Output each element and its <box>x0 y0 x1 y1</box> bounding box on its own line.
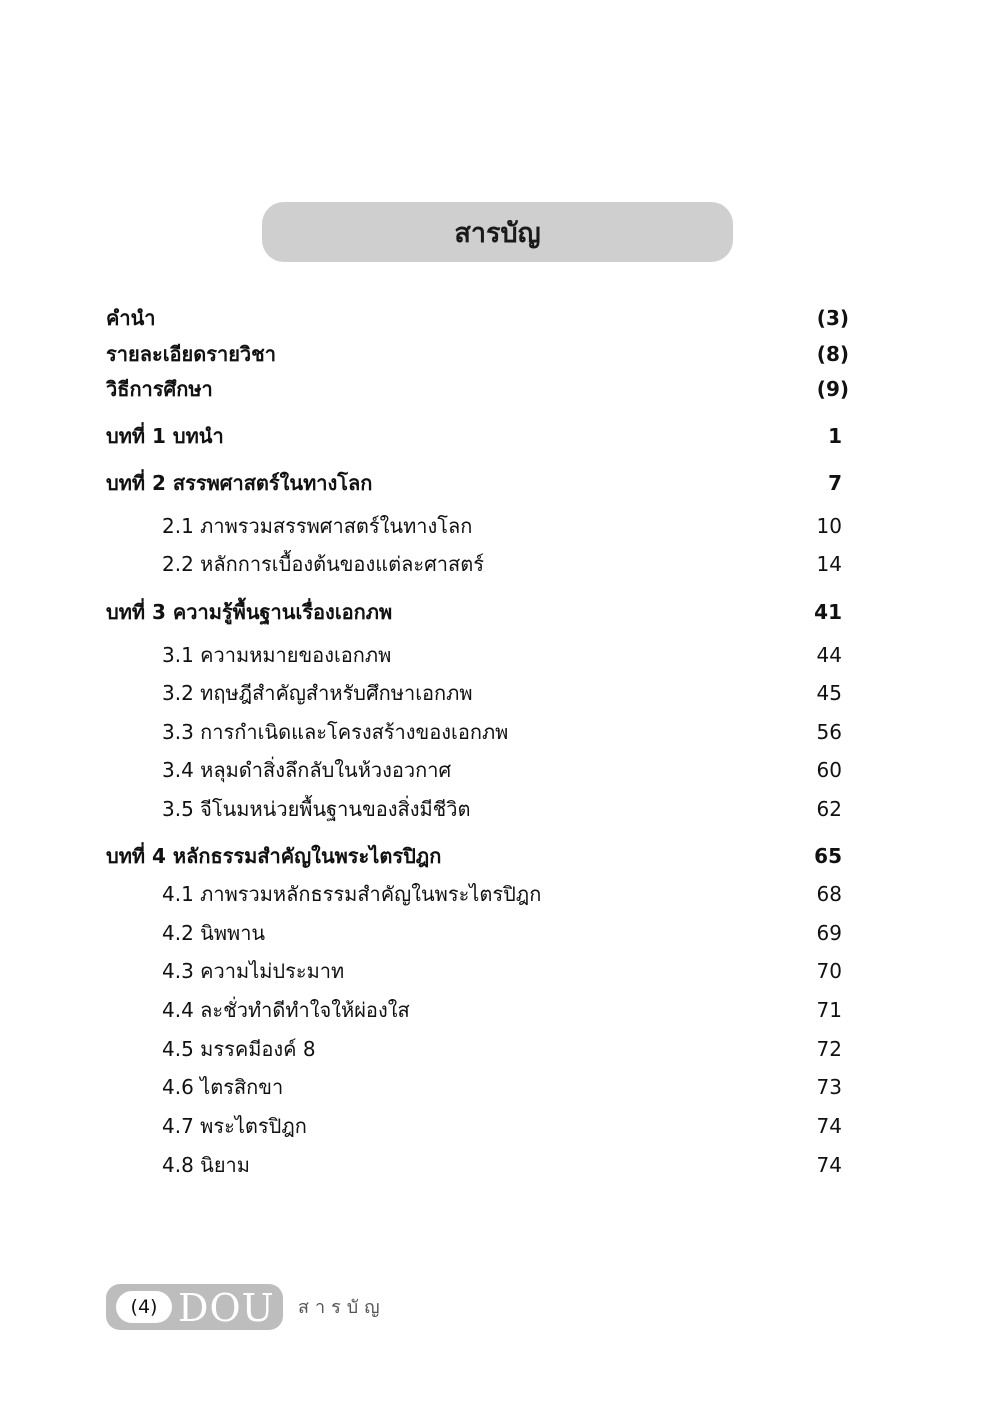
toc-chapter-3[interactable] <box>0 595 1000 629</box>
toc-entry-page: 60 <box>816 758 842 782</box>
toc-entry-label: รายละเอียดรายวิชา <box>106 342 276 366</box>
toc-entry-label: บทที่ 4 หลักธรรมสำคัญในพระไตรปิฎก <box>106 844 442 868</box>
dou-logo: DOU <box>178 1286 275 1330</box>
toc-chapter-1[interactable] <box>0 419 1000 453</box>
toc-entry-page: 1 <box>828 424 842 448</box>
toc-section-3-5[interactable] <box>0 792 1000 826</box>
toc-section-2-2[interactable] <box>0 547 1000 581</box>
toc-entry-label: 3.5 จีโนมหน่วยพื้นฐานของสิ่งมีชีวิต <box>162 797 471 821</box>
toc-section-2-1[interactable] <box>0 509 1000 543</box>
toc-section-4-3[interactable] <box>0 954 1000 988</box>
toc-entry-label: 4.8 นิยาม <box>162 1153 250 1177</box>
toc-entry-page: 69 <box>816 921 842 945</box>
toc-entry-label: 4.4 ละชั่วทำดีทำใจให้ผ่องใส <box>162 998 410 1022</box>
toc-entry-page: 7 <box>828 471 842 495</box>
toc-section-4-1[interactable] <box>0 877 1000 911</box>
toc-entry-page: 65 <box>814 844 842 868</box>
toc-entry-page: (9) <box>816 377 849 401</box>
toc-entry-label: 4.1 ภาพรวมหลักธรรมสำคัญในพระไตรปิฎก <box>162 882 542 906</box>
toc-entry-page: 72 <box>816 1037 842 1061</box>
toc-entry-study-method[interactable] <box>0 372 1000 406</box>
toc-title-box <box>262 202 733 262</box>
toc-entry-label: 3.3 การกำเนิดและโครงสร้างของเอกภพ <box>162 720 509 744</box>
toc-entry-page: 14 <box>816 552 842 576</box>
toc-entry-label: 4.5 มรรคมีองค์ 8 <box>162 1037 316 1061</box>
toc-entry-course-details[interactable] <box>0 337 1000 371</box>
toc-entry-label: บทที่ 2 สรรพศาสตร์ในทางโลก <box>106 471 373 495</box>
toc-entry-label: บทที่ 1 บทนำ <box>106 424 224 448</box>
footer-section-label: สารบัญ <box>298 1297 386 1318</box>
toc-entry-page: 71 <box>816 998 842 1022</box>
toc-entry-label: 3.2 ทฤษฎีสำคัญสำหรับศึกษาเอกภพ <box>162 681 473 705</box>
toc-entry-page: 10 <box>816 514 842 538</box>
toc-section-4-8[interactable] <box>0 1148 1000 1182</box>
toc-entry-page: 41 <box>814 600 842 624</box>
toc-entry-label: 4.3 ความไม่ประมาท <box>162 959 345 983</box>
toc-entry-page: 74 <box>816 1114 842 1138</box>
toc-entry-label: 2.1 ภาพรวมสรรพศาสตร์ในทางโลก <box>162 514 473 538</box>
toc-entry-preface[interactable] <box>0 301 1000 335</box>
toc-section-4-6[interactable] <box>0 1070 1000 1104</box>
toc-entry-page: 56 <box>816 720 842 744</box>
toc-entry-label: วิธีการศึกษา <box>106 377 213 401</box>
toc-entry-label: 2.2 หลักการเบื้องต้นของแต่ละศาสตร์ <box>162 552 484 576</box>
toc-entry-page: 44 <box>816 643 842 667</box>
toc-entry-page: 70 <box>816 959 842 983</box>
toc-section-3-1[interactable] <box>0 638 1000 672</box>
toc-entry-label: 4.2 นิพพาน <box>162 921 266 945</box>
toc-entry-page: 68 <box>816 882 842 906</box>
toc-entry-label: 3.4 หลุมดำสิ่งลึกลับในห้วงอวกาศ <box>162 758 452 782</box>
page-number: (4) <box>116 1291 172 1323</box>
toc-entry-page: (3) <box>816 306 849 330</box>
toc-entry-page: 45 <box>816 681 842 705</box>
toc-section-3-3[interactable] <box>0 715 1000 749</box>
toc-entry-label: 4.6 ไตรสิกขา <box>162 1075 284 1099</box>
toc-entry-page: 74 <box>816 1153 842 1177</box>
toc-entry-label: คำนำ <box>106 306 156 330</box>
page-title: สารบัญ <box>454 217 541 249</box>
toc-section-3-2[interactable] <box>0 676 1000 710</box>
toc-section-4-7[interactable] <box>0 1109 1000 1143</box>
toc-chapter-2[interactable] <box>0 466 1000 500</box>
toc-section-4-5[interactable] <box>0 1032 1000 1066</box>
toc-entry-page: 73 <box>816 1075 842 1099</box>
toc-entry-label: 3.1 ความหมายของเอกภพ <box>162 643 392 667</box>
toc-entry-page: 62 <box>816 797 842 821</box>
toc-entry-page: (8) <box>816 342 849 366</box>
toc-entry-label: บทที่ 3 ความรู้พื้นฐานเรื่องเอกภพ <box>106 600 393 624</box>
toc-section-3-4[interactable] <box>0 753 1000 787</box>
toc-entry-label: 4.7 พระไตรปิฎก <box>162 1114 307 1138</box>
dou-badge <box>106 1284 283 1330</box>
toc-section-4-4[interactable] <box>0 993 1000 1027</box>
toc-chapter-4[interactable] <box>0 839 1000 873</box>
toc-section-4-2[interactable] <box>0 916 1000 950</box>
